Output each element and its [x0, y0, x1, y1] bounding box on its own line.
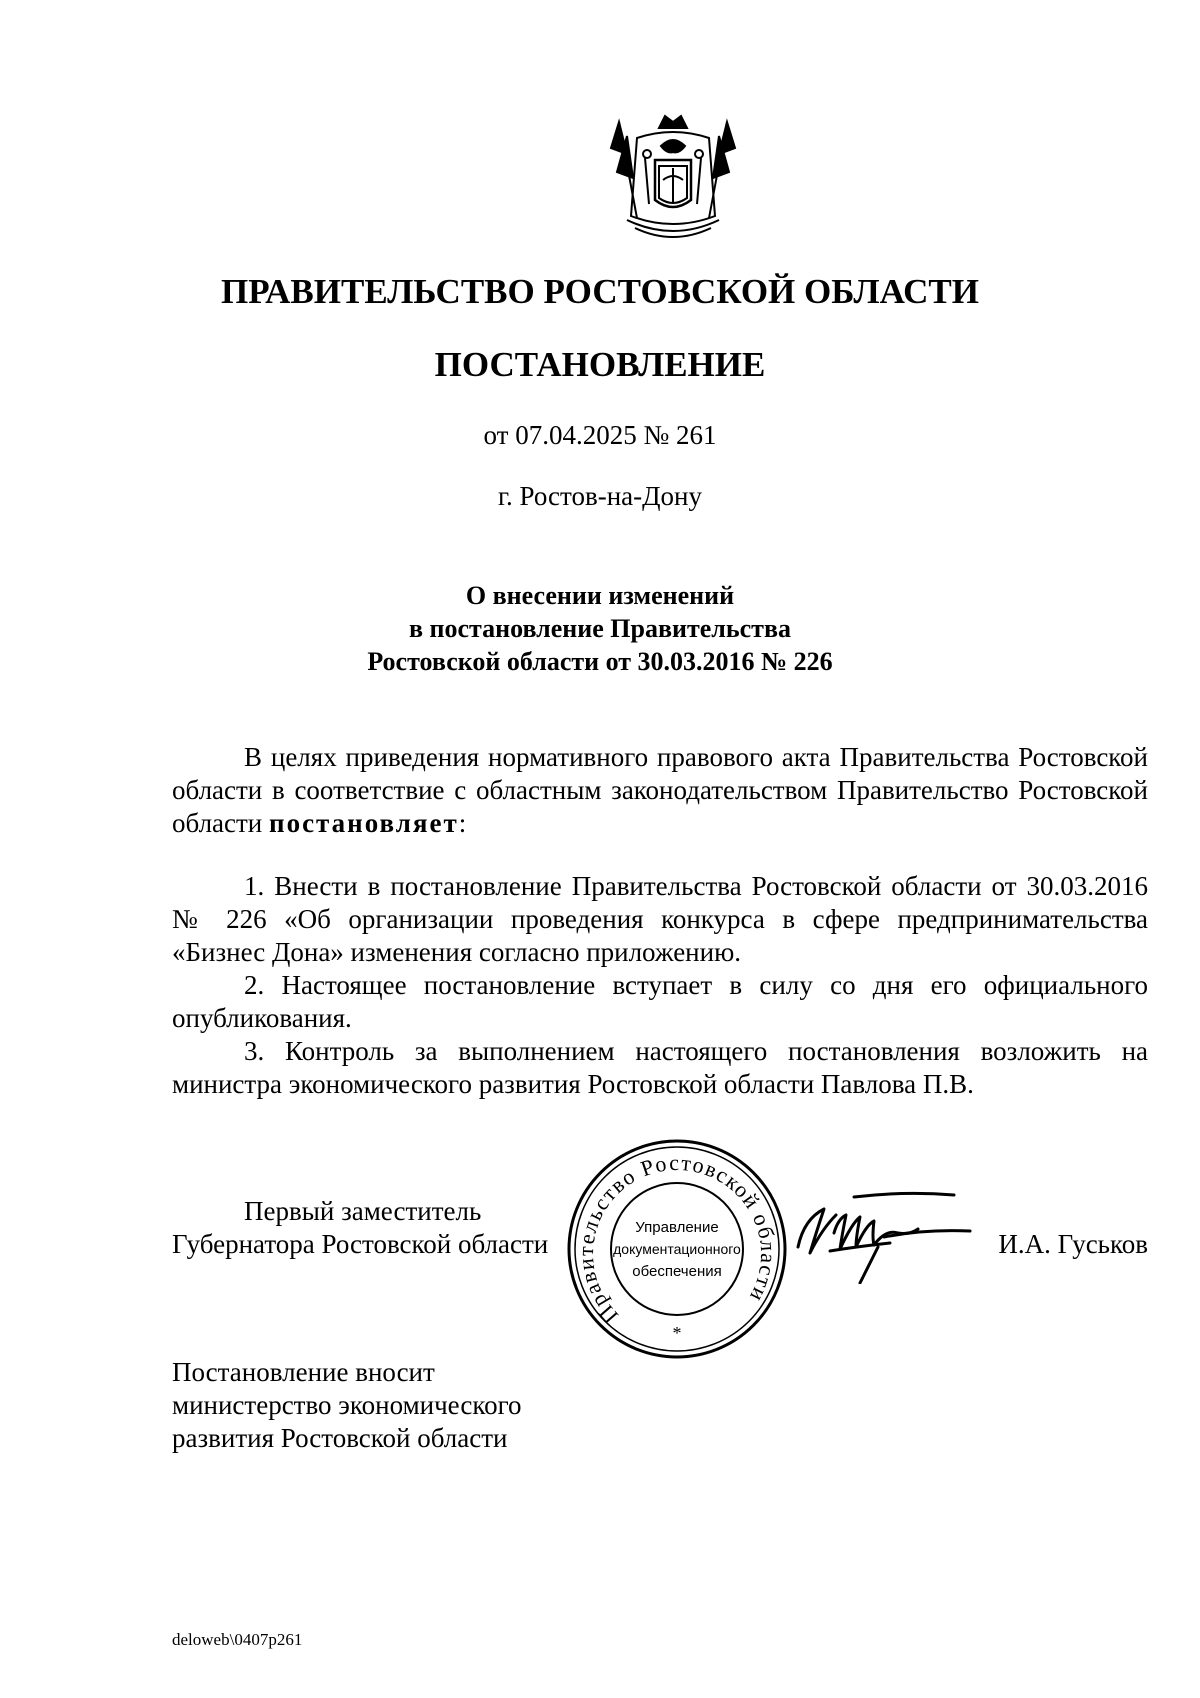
seal-center-line-2: документационного	[613, 1241, 741, 1257]
resolution-items	[172, 870, 1148, 1101]
seal-center-line-1: Управление	[635, 1219, 719, 1236]
decree-word: постановляет	[269, 808, 459, 838]
resolution-item: 3. Контроль за выполнением настоящего постановления возложить на министра экономического развития Ростовской области Павлова П.В.	[172, 1036, 1148, 1099]
resolution-item: 1. Внести в постановление Правительства Ростовской области от 30.03.2016 № 226 «Об организации проведения конкурса в сфере предпринимательства «Бизнес Дона» изменения согласно приложению.	[172, 871, 1148, 967]
signer-position-line-2: Губернатора Ростовской области	[172, 1229, 549, 1259]
seal-center-line-3: обеспечения	[632, 1263, 722, 1280]
signer-position-line-1: Первый заместитель	[244, 1196, 482, 1226]
preamble-text: В целях приведения нормативного правового акта Правительства Ростовской области в соответствие с областным законодательством Правительство Ростовской области	[172, 742, 1148, 838]
seal-ring-text: Правительство Ростовской области	[572, 1149, 782, 1329]
government-title: ПРАВИТЕЛЬСТВО РОСТОВСКОЙ ОБЛАСТИ	[221, 272, 979, 311]
handwritten-signature-icon	[794, 1189, 972, 1284]
coat-of-arms-icon	[607, 108, 739, 243]
official-seal-icon	[563, 1134, 791, 1364]
document-type: ПОСТАНОВЛЕНИЕ	[434, 345, 766, 384]
preamble	[172, 741, 1148, 840]
resolution-item: 2. Настоящее постановление вступает в силу со дня его официального опубликования.	[172, 970, 1148, 1033]
document-city: г. Ростов-на-Дону	[497, 481, 702, 511]
signer-name: И.А. Гуськов	[998, 1229, 1148, 1259]
submitter-line-3: развития Ростовской области	[172, 1423, 508, 1453]
subject-line-3: Ростовской области от 30.03.2016 № 226	[367, 647, 833, 676]
signer-position	[172, 1195, 548, 1261]
submitter-line-1: Постановление вносит	[172, 1357, 435, 1387]
subject-line-1: О внесении изменений	[465, 581, 735, 610]
subject-line-2: в постановление Правительства	[408, 614, 791, 643]
document-subject	[0, 579, 1200, 678]
preamble-tail: :	[458, 808, 467, 838]
submitter-line-2: министерство экономического	[172, 1390, 522, 1420]
submitter-block	[172, 1356, 521, 1455]
document-registry-code: deloweb\0407p261	[172, 1630, 303, 1649]
seal-star: *	[672, 1323, 682, 1343]
document-date-number: от 07.04.2025 № 261	[483, 420, 717, 450]
